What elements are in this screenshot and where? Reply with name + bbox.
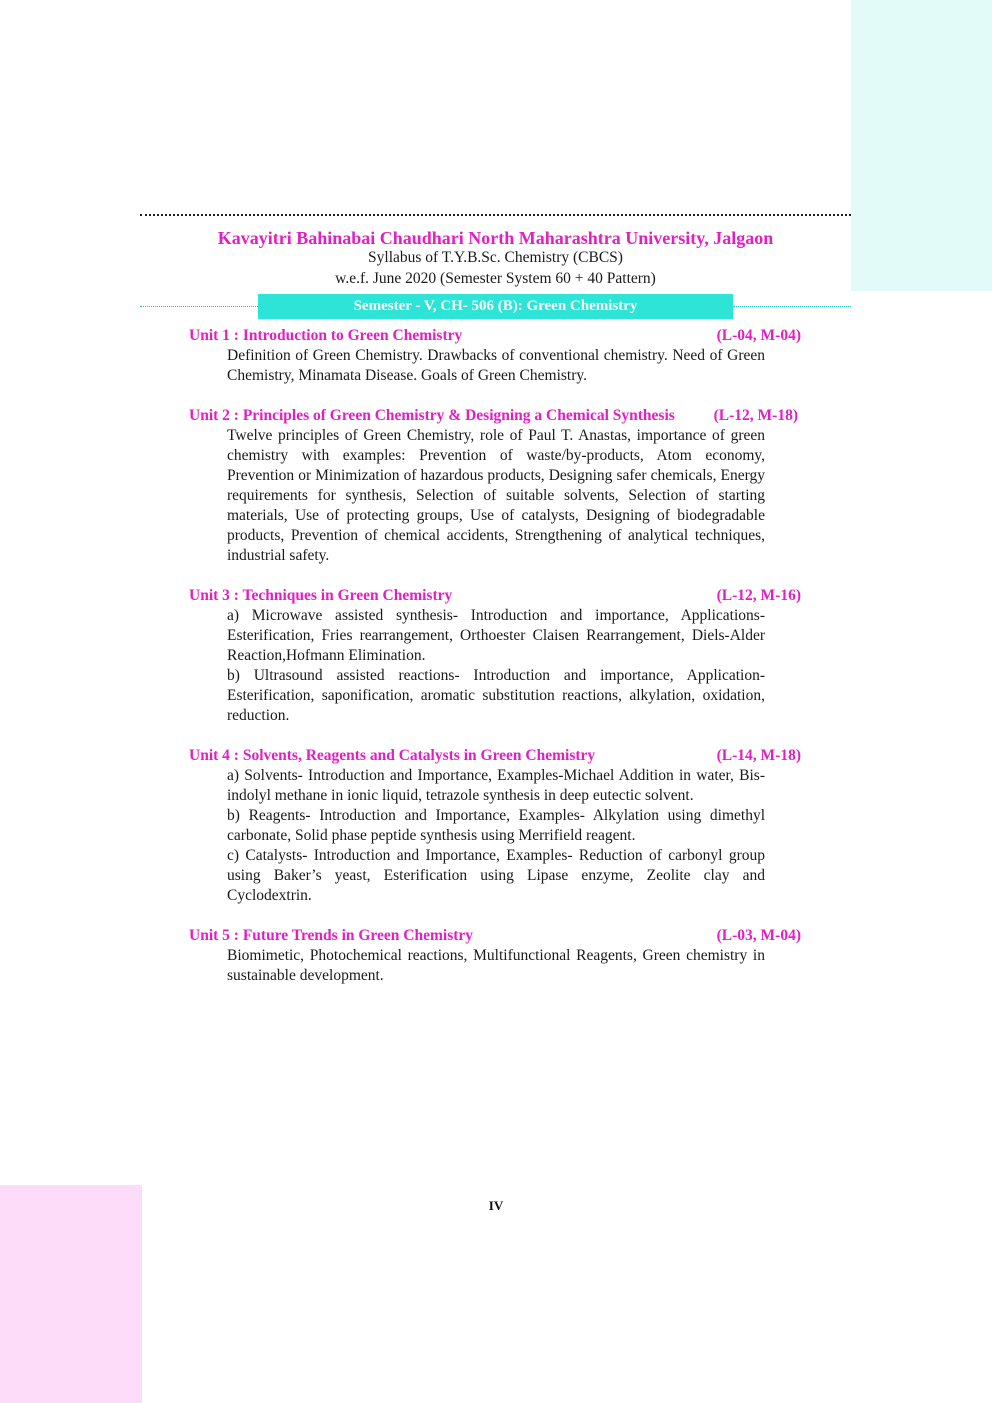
unit-marks: (L-12, M-16) — [716, 587, 801, 604]
unit-content — [227, 606, 765, 726]
band-rule-left — [140, 306, 258, 307]
unit-marks: (L-03, M-04) — [716, 927, 801, 944]
unit-section — [189, 406, 801, 566]
unit-heading — [189, 326, 801, 346]
unit-paragraph: b) Ultrasound assisted reactions- Introduction and importance, Application- Esterification, saponification, aromatic substitution reactions, alkylation, oxidation, reduction. — [227, 667, 765, 724]
unit-marks: (L-12, M-18) — [713, 407, 798, 424]
page-number: IV — [488, 1198, 504, 1213]
semester-banner: Semester - V, CH- 506 (B): Green Chemistry — [258, 294, 733, 319]
unit-content — [227, 766, 765, 906]
unit-heading — [189, 406, 801, 426]
effective-date: w.e.f. June 2020 (Semester System 60 + 40 Pattern) — [335, 270, 656, 287]
unit-paragraph: Definition of Green Chemistry. Drawbacks of conventional chemistry. Need of Green Chemistry, Minamata Disease. Goals of Green Chemistry. — [227, 347, 765, 384]
unit-marks: (L-14, M-18) — [716, 747, 801, 764]
unit-heading — [189, 746, 801, 766]
unit-content — [227, 426, 765, 566]
syllabus-title: Syllabus of T.Y.B.Sc. Chemistry (CBCS) — [368, 249, 623, 266]
unit-section — [189, 586, 801, 726]
unit-title: Unit 1 : Introduction to Green Chemistry — [189, 327, 463, 344]
band-rule-right — [733, 306, 851, 307]
unit-heading — [189, 926, 801, 946]
unit-title: Unit 3 : Techniques in Green Chemistry — [189, 587, 453, 604]
unit-section — [189, 926, 801, 986]
unit-title: Unit 5 : Future Trends in Green Chemistry — [189, 927, 474, 944]
unit-paragraph: Biomimetic, Photochemical reactions, Multifunctional Reagents, Green chemistry in sustainable development. — [227, 947, 765, 984]
unit-section — [189, 746, 801, 906]
corner-decoration-bottom — [0, 1185, 142, 1403]
unit-marks: (L-04, M-04) — [716, 327, 801, 344]
unit-section — [189, 326, 801, 386]
unit-paragraph: a) Solvents- Introduction and Importance, Examples-Michael Addition in water, Bis-indolyl methane in ionic liquid, tetrazole synthesis in deep eutectic solvent. — [227, 767, 765, 804]
unit-content — [227, 346, 765, 386]
header-divider — [140, 214, 851, 216]
unit-paragraph: b) Reagents- Introduction and Importance, Examples- Alkylation using dimethyl carbonate, Solid phase peptide synthesis using Merrifield reagent. — [227, 807, 765, 844]
unit-title: Unit 2 : Principles of Green Chemistry & Designing a Chemical Synthesis — [189, 407, 675, 424]
unit-content — [227, 946, 765, 986]
unit-paragraph: a) Microwave assisted synthesis- Introduction and importance, Applications- Esterification, Fries rearrangement, Orthoester Claisen Rearrangement, Diels-Alder Reaction,Hofmann Elimination. — [227, 607, 765, 664]
university-title: Kavayitri Bahinabai Chaudhari North Maharashtra University, Jalgaon — [217, 228, 774, 248]
unit-heading — [189, 586, 801, 606]
unit-paragraph: c) Catalysts- Introduction and Importance, Examples- Reduction of carbonyl group using Baker’s yeast, Esterification using Lipase enzyme, Zeolite clay and Cyclodextrin. — [227, 847, 765, 904]
corner-decoration-top — [851, 0, 992, 291]
unit-title: Unit 4 : Solvents, Reagents and Catalysts in Green Chemistry — [189, 747, 596, 764]
unit-paragraph: Twelve principles of Green Chemistry, role of Paul T. Anastas, importance of green chemistry with examples: Prevention of waste/by-products, Atom economy, Prevention or Minimization of hazardous products, Designing safer chemicals, Energy requirements for synthesis, Selection of suitable solvents, Selection of starting materials, Use of protecting groups, Use of catalysts, Designing of biodegradable products, Prevention of chemical accidents, Strengthening of analytical techniques, industrial safety. — [227, 427, 765, 564]
